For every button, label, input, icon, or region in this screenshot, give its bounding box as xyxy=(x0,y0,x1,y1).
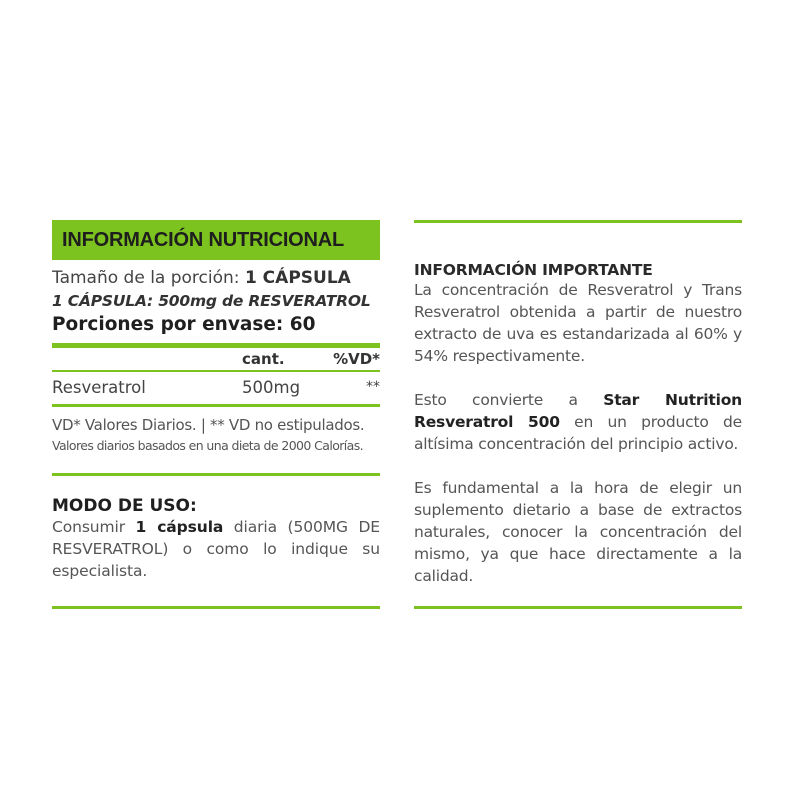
portions-per-container: Porciones por envase: 60 xyxy=(52,314,316,335)
serving-detail: 1 CÁPSULA: 500mg de RESVERATROL xyxy=(52,292,371,310)
important-paragraph-2 xyxy=(414,389,742,455)
divider-table-bottom xyxy=(52,404,380,407)
header-amount: cant. xyxy=(242,350,285,368)
dv-note: VD* Valores Diarios. | ** VD no estipulados. xyxy=(52,416,365,434)
usage-text-end: diaria (500MG DE RESVERATROL) o como lo indique su especialista. xyxy=(52,518,380,580)
nutrition-table-header xyxy=(52,348,380,370)
nutrition-title: INFORMACIÓN NUTRICIONAL xyxy=(62,228,345,251)
table-row xyxy=(52,372,380,402)
serving-value: 1 CÁPSULA xyxy=(244,268,351,288)
divider-bottom-left xyxy=(52,606,380,609)
divider-bottom-right xyxy=(414,606,742,609)
important-title: INFORMACIÓN IMPORTANTE xyxy=(414,261,653,279)
usage-text xyxy=(52,516,380,582)
divider-top-right xyxy=(414,220,742,223)
row-name: Resveratrol xyxy=(52,377,146,397)
usage-text-bold: 1 cápsula xyxy=(135,518,224,536)
serving-label: Tamaño de la porción: xyxy=(52,268,240,288)
important-info-panel xyxy=(414,220,742,587)
divider-usage xyxy=(52,473,380,476)
row-amount: 500mg xyxy=(242,377,301,397)
row-dv: ** xyxy=(366,379,380,395)
paragraph-2-end: en un producto de altísima concentración del principio activo. xyxy=(414,413,742,453)
usage-title: MODO DE USO: xyxy=(52,496,197,516)
important-paragraph-1: La concentración de Resveratrol y Trans Resveratrol obtenida a partir de nuestro extracto de uva es estandarizada al 60% y 54% respectivamente. xyxy=(414,281,742,365)
nutrition-header xyxy=(52,220,380,260)
product-name: Star Nutrition Resveratrol 500 xyxy=(414,391,743,431)
header-dv: %VD* xyxy=(333,350,380,368)
nutrition-panel xyxy=(52,220,380,582)
paragraph-2-start: Esto convierte a xyxy=(414,391,604,409)
usage-text-start: Consumir xyxy=(52,518,136,536)
serving-size xyxy=(52,266,380,290)
dv-basis-note: Valores diarios basados en una dieta de 2000 Calorías. xyxy=(52,438,363,453)
important-paragraph-3: Es fundamental a la hora de elegir un suplemento dietario a base de extractos naturales, conocer la concentración del mismo, ya que hace directamente a la calidad. xyxy=(414,479,742,585)
